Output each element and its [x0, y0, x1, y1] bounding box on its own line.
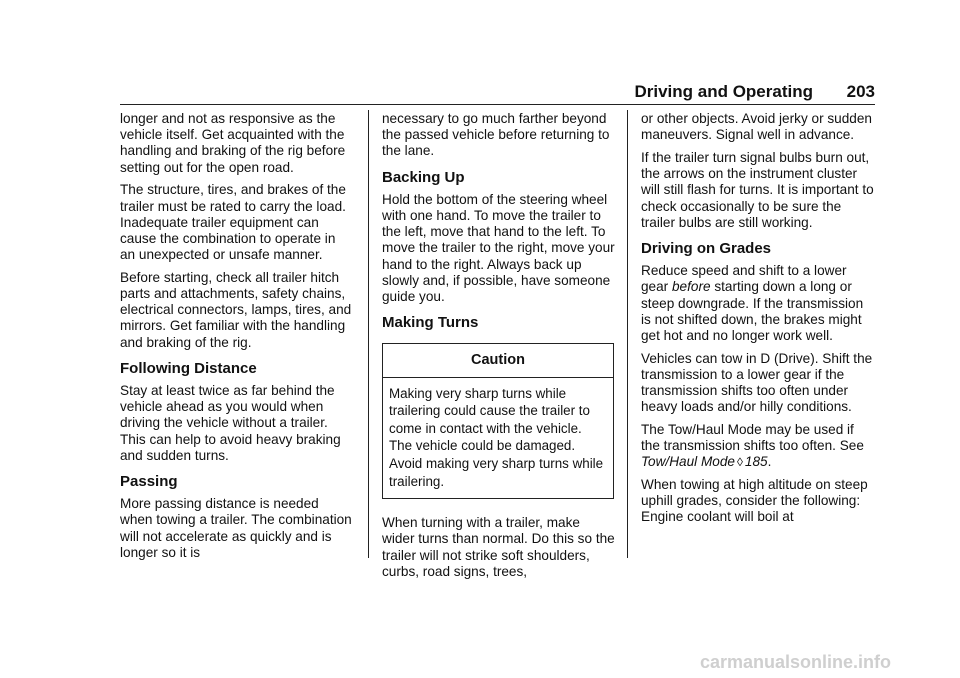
page-header [120, 80, 875, 105]
paragraph: Hold the bottom of the steering wheel with one hand. To move the trailer to the left, move that hand to the left. To move the trailer to the right, move your hand to the right. Always back up slowly and, if possible, have someone guide you. [382, 191, 615, 305]
text-column-3 [641, 111, 875, 532]
paragraph: Before starting, check all trailer hitch parts and attachments, safety chains, electrical connectors, lamps, tires, and mirrors. Get familiar with the handling and braking of the rig. [120, 269, 352, 350]
paragraph: The structure, tires, and brakes of the trailer must be rated to carry the load. Inadequate trailer equipment can cause the combination to operate in an unexpected or unsafe manner. [120, 182, 346, 263]
watermark: carmanualsonline.info [700, 652, 892, 672]
reference-page-number[interactable]: 185 [744, 454, 768, 470]
heading-following-distance: Following Distance [120, 359, 257, 377]
paragraph: Vehicles can tow in D (Drive). Shift the transmission to a lower gear if the transmission shifts too often under heavy loads and/or hilly conditions. [641, 350, 873, 415]
column-divider [368, 110, 369, 558]
text-run: The Tow/Haul Mode may be used if the transmission shifts too often. See [641, 421, 864, 454]
paragraph: If the trailer turn signal bulbs burn out, the arrows on the instrument cluster will still flash for turns. It is important to check occasionally to be sure the trailer bulbs are still working. [641, 149, 874, 230]
text-column-1 [120, 111, 354, 568]
heading-driving-on-grades: Driving on Grades [641, 239, 772, 257]
heading-making-turns: Making Turns [382, 314, 479, 332]
caution-body: Making very sharp turns while trailering could cause the trailer to come in contact with the vehicle. The vehicle could be damaged. Avoid making very sharp turns while trailering. [389, 385, 604, 489]
text-run: starting down a long or steep downgrade. If the transmission is not shifted down, the brakes might get hot and no longer work well. [641, 279, 864, 343]
column-divider [627, 110, 628, 558]
heading-backing-up: Backing Up [382, 168, 465, 186]
text-run: . [767, 454, 772, 470]
caution-box [382, 343, 614, 499]
emphasis-text: before [672, 279, 711, 295]
cross-reference-link[interactable]: Tow/Haul Mode [641, 454, 735, 470]
paragraph: Stay at least twice as far behind the vehicle ahead as you would when driving the vehicle without a trailer. This can help to avoid heavy braking and sudden turns. [120, 383, 341, 463]
paragraph: or other objects. Avoid jerky or sudden maneuvers. Signal well in advance. [641, 111, 872, 143]
paragraph [641, 422, 875, 471]
caution-title: Caution [383, 344, 613, 377]
section-title: Driving and Operating [634, 82, 813, 101]
page-reference-icon: ◊ [736, 455, 743, 470]
paragraph: When turning with a trailer, make wider turns than normal. Do this so the trailer will not strike soft shoulders, curbs, road signs, trees, [382, 515, 615, 579]
page-number: 203 [846, 82, 875, 101]
text-column-2 [382, 111, 616, 587]
paragraph: longer and not as responsive as the vehicle itself. Get acquainted with the handling and braking of the rig before setting out for the open road. [120, 111, 346, 175]
heading-passing: Passing [120, 473, 178, 491]
paragraph: More passing distance is needed when towing a trailer. The combination will not accelerate as quickly and is longer so it is [120, 496, 352, 560]
paragraph: When towing at high altitude on steep uphill grades, consider the following: Engine coolant will boil at [641, 477, 868, 525]
paragraph [641, 263, 875, 344]
paragraph: necessary to go much farther beyond the passed vehicle before returning to the lane. [382, 111, 610, 159]
text-run: Reduce speed and shift to a lower gear [641, 263, 847, 295]
